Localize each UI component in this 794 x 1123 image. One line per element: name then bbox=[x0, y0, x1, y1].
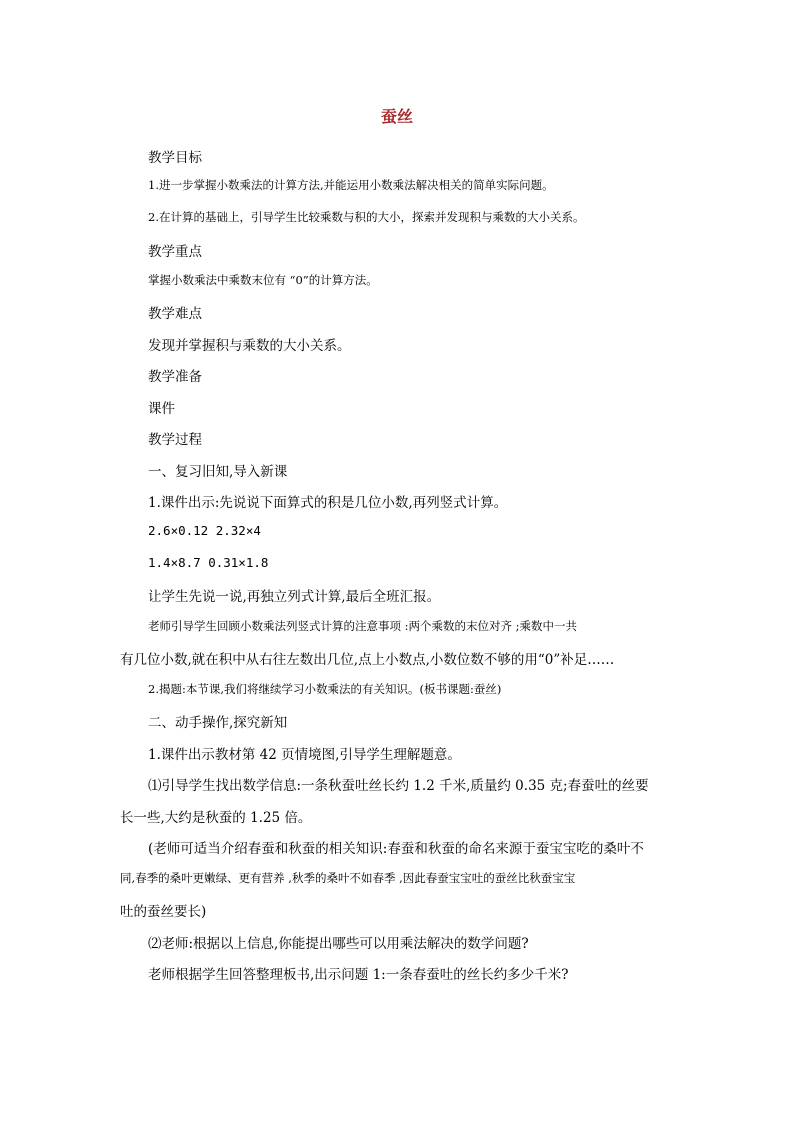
process-note-1: (老师可适当介绍春蚕和秋蚕的相关知识:春蚕和秋蚕的命名来源于蚕宝宝吃的桑叶不 bbox=[148, 841, 644, 857]
section-heading-process: 教学过程 bbox=[148, 432, 202, 448]
objective-1: 1.进一步掌握小数乘法的计算方法,并能运用小数乘法解决相关的简单实际问题。 bbox=[148, 178, 554, 192]
process-part-1-heading: 一、复习旧知,导入新课 bbox=[148, 464, 288, 480]
process-substep-2: ⑵老师:根据以上信息,你能提出哪些可以用乘法解决的数学问题? bbox=[148, 936, 529, 952]
process-substep-1: ⑴引导学生找出数学信息:一条秋蚕吐丝长约 1.2 千米,质量约 0.35 克;春蚕吐的丝要 bbox=[148, 778, 649, 794]
process-note-3: 吐的蚕丝要长) bbox=[120, 904, 207, 920]
difficulty-text: 发现并掌握积与乘数的大小关系。 bbox=[148, 338, 351, 354]
process-step-1: 1.课件出示:先说说下面算式的积是几位小数,再列竖式计算。 bbox=[148, 495, 508, 511]
page-title: 蚕丝 bbox=[380, 107, 413, 126]
preparation-text: 课件 bbox=[148, 401, 175, 417]
section-heading-key-points: 教学重点 bbox=[148, 244, 202, 260]
process-text-2: 老师引导学生回顾小数乘法列竖式计算的注意事项 :两个乘数的末位对齐 ;乘数中一共 bbox=[148, 619, 578, 633]
process-substep-1-cont: 长一些,大约是秋蚕的 1.25 倍。 bbox=[120, 810, 312, 826]
section-heading-objectives: 教学目标 bbox=[148, 150, 202, 166]
expression-row-1: 2.6×0.12 2.32×4 bbox=[148, 523, 261, 538]
process-text-1: 让学生先说一说,再独立列式计算,最后全班汇报。 bbox=[148, 589, 441, 605]
key-point-text: 掌握小数乘法中乘数末位有 “0”的计算方法。 bbox=[148, 273, 378, 287]
process-text-3: 有几位小数,就在积中从右往左数出几位,点上小数点,小数位数不够的用“0”补足…… bbox=[120, 652, 615, 668]
expression-row-2: 1.4×8.7 0.31×1.8 bbox=[148, 555, 269, 570]
section-heading-preparation: 教学准备 bbox=[148, 369, 202, 385]
process-step-2: 2.揭题:本节课,我们将继续学习小数乘法的有关知识。(板书课题:蚕丝) bbox=[148, 682, 502, 696]
process-part-2-heading: 二、动手操作,探究新知 bbox=[148, 715, 288, 731]
objective-2: 2.在计算的基础上，引导学生比较乘数与积的大小，探索并发现积与乘数的大小关系。 bbox=[148, 210, 585, 224]
process-text-4: 老师根据学生回答整理板书,出示问题 1:一条春蚕吐的丝长约多少千米? bbox=[148, 967, 569, 983]
process-note-2: 同,春季的桑叶更嫩绿、更有营养 ,秋季的桑叶不如春季 ,因此春蚕宝宝吐的蚕丝比秋蚕宝宝 bbox=[120, 871, 576, 885]
process-step-3: 1.课件出示教材第 42 页情境图,引导学生理解题意。 bbox=[148, 747, 461, 763]
section-heading-difficulties: 教学难点 bbox=[148, 306, 202, 322]
